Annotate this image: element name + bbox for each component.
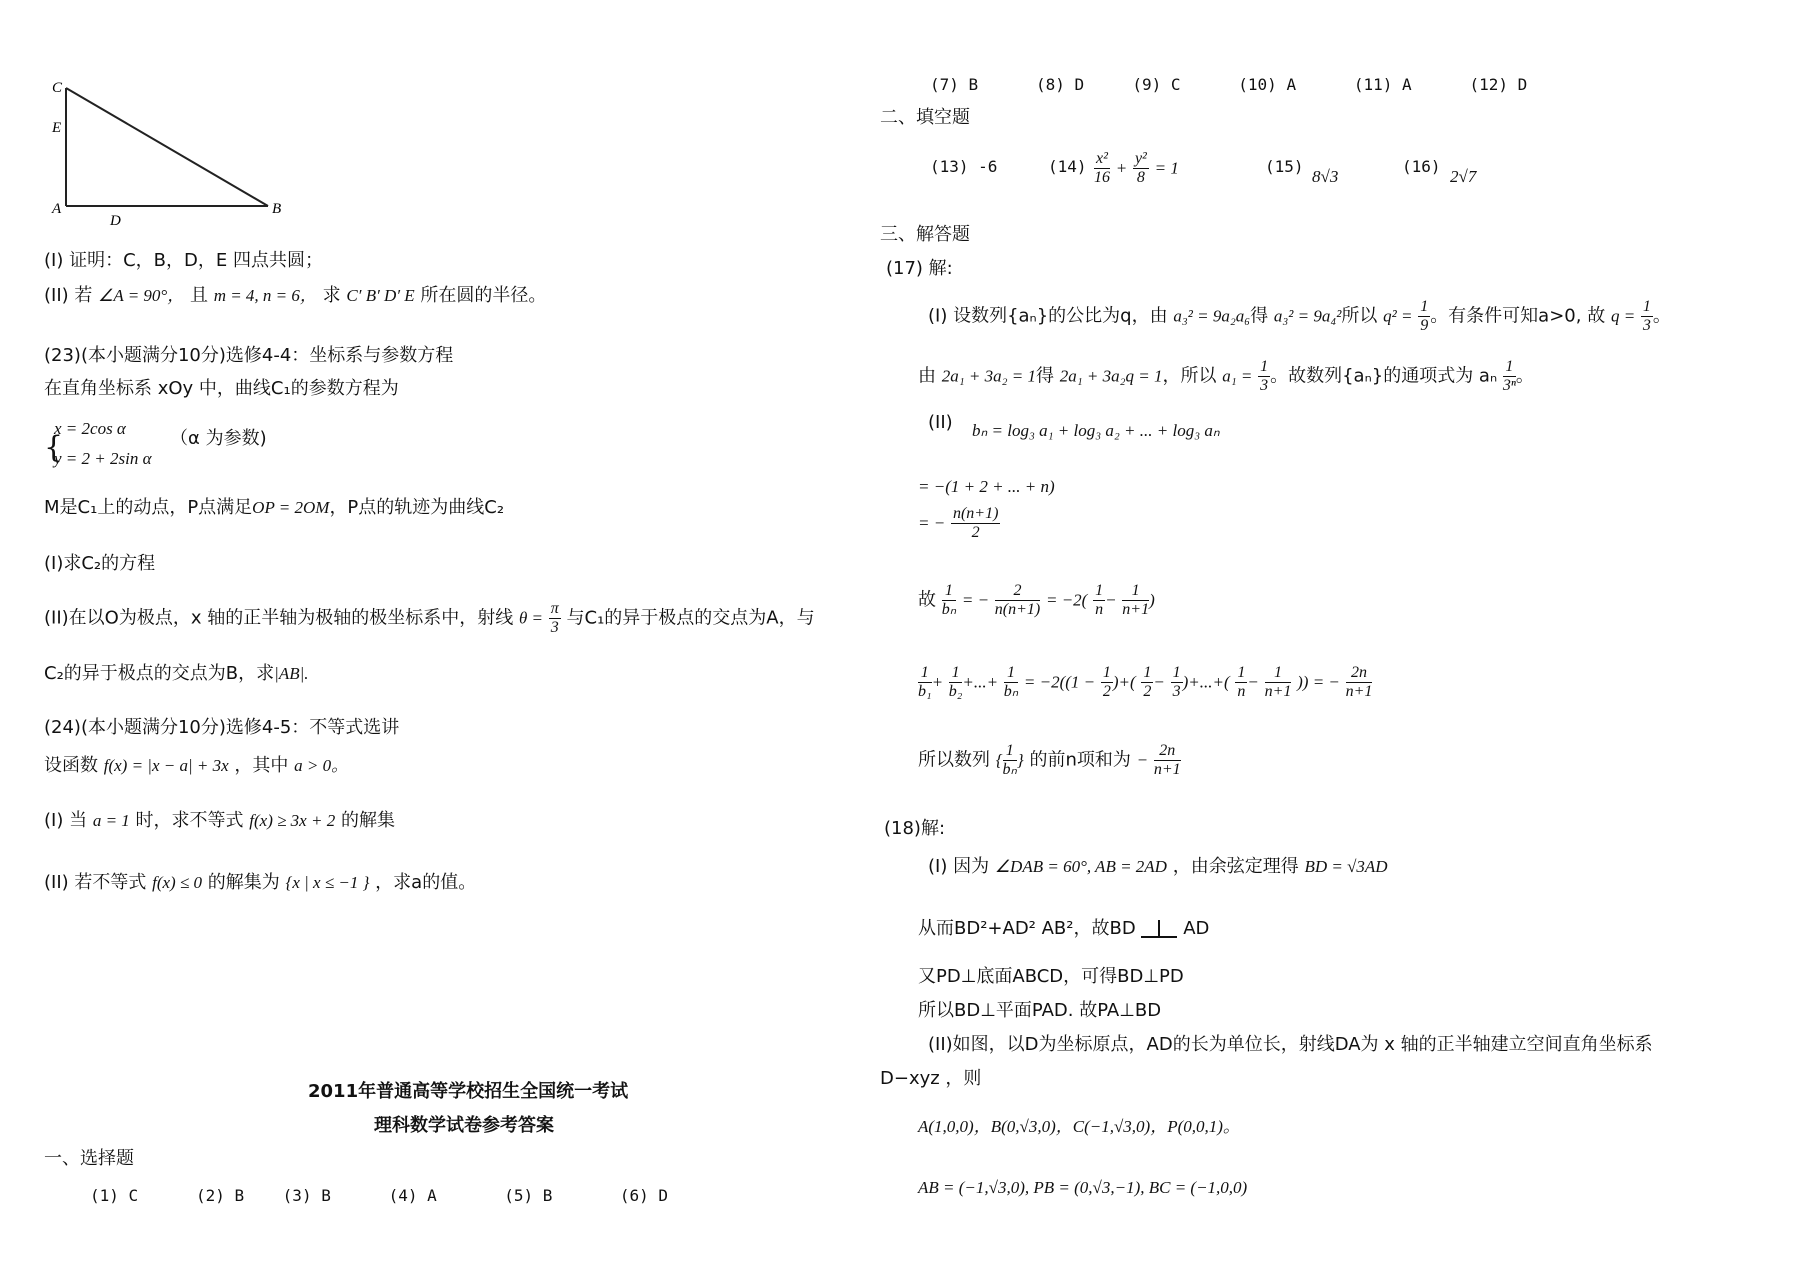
q17-line2: 由 2a₁ + 3a₂ = 1得 2a₁ + 3a₂q = 1，所以 a₁ = $\frac{1}{3}$ 。故数列{aₙ}的通项式为 aₙ $\frac{1}{\text{3ⁿ}}$ 。 [918,358,1534,394]
q23-part2: (II)在以O为极点，x 轴的正半轴为极轴的极坐标系中，射线 θ = $\frac{\pi}{3}$ 与C₁的异于极点的交点为A，与 [44,600,815,636]
q23-eq1: x = 2cos α [54,419,126,438]
q17-head: (17) 解: [886,258,953,279]
q17-part2-eq: bₙ = log₃ a₁ + log₃ a₂ + ... + log₃ aₙ [972,421,1220,440]
figure-label-c: C [52,80,63,96]
q17-part2-line2: = − $\frac{n(n+1)}{2}$ [918,505,999,541]
q24-part1: (I) 当 a = 1 时，求不等式 f(x) ≥ 3x + 2 的解集 [44,810,395,831]
q18-vectors: AB = (−1,√3,0), PB = (0,√3,−1), BC = (−1,0,0) [918,1178,1248,1197]
fill-15-label: (15) [1265,157,1304,176]
q18-part2-cont: D−xyz ，则 [880,1068,982,1089]
q22-part2: (II) 若 ∠A = 90°， 且 m = 4, n = 6， 求 C′ B′ D′ E 所在圆的半径。 [44,285,547,306]
q18-points: A(1,0,0)，B(0,√3,0)，C(−1,√3,0)，P(0,0,1)。 [918,1117,1240,1136]
section-choice: 一、选择题 [44,1148,134,1169]
q24-title: (24)(本小题满分10分)选修4-5：不等式选讲 [44,717,400,738]
figure-label-b: B [272,201,282,217]
choice-answers-1: (1) C (2) B (3) B (4) A (5) B (6) D [90,1186,669,1205]
fill-14-eq: $\frac{\text{x²}}{16}$ + $\frac{\text{y²}}{8}$ = 1 [1094,150,1179,186]
choice-answers-2: (7) B (8) D (9) C (10) A (11) A (12) D [930,75,1528,94]
q23-param: （α 为参数) [170,428,267,449]
section-solve: 三、解答题 [880,224,970,245]
figure-label-e: E [52,120,62,136]
q17-sum: $\frac{1}{\text{b₁}}$ + $\frac{1}{\text{b₂}}$ +...+ $\frac{1}{\text{bₙ}}$ = −2((1 − $\frac{1}{2}$ )+( $\frac{1}{2}$ − $\frac{1}{3}$ )+...+( $\frac{1}{n}$ − $\frac{1}{n+1}$ )) = − $\frac{2n}{n+1}$ [918,664,1373,700]
q23-m: M是C₁上的动点，P点满足OP = 2OM，P点的轨迹为曲线C₂ [44,497,505,518]
triangle-figure [40,70,300,230]
section-fill: 二、填空题 [880,107,970,128]
fill-16-value: 2√7 [1450,167,1477,186]
q18-part2: (II)如图，以D为坐标原点，AD的长为单位长，射线DA为 x 轴的正半轴建立空间直角坐标系 [928,1034,1653,1055]
q24-part2: (II) 若不等式 f(x) ≤ 0 的解集为 {x | x ≤ −1 } ，求a的值。 [44,872,477,893]
q24-intro: 设函数 f(x) = |x − a| + 3x ，其中 a > 0。 [44,755,349,776]
q17-part2-label: (II) [928,412,953,433]
figure-label-d: D [110,213,121,229]
figure-label-a: A [52,201,62,217]
brace-icon: { [44,430,64,465]
q23-title: (23)(本小题满分10分)选修4-4：坐标系与参数方程 [44,345,454,366]
perpendicular-icon [1141,920,1177,938]
q23-eq2: y = 2 + 2sin α [54,449,152,468]
q17-part2-line1: = −(1 + 2 + ... + n) [918,477,1055,496]
fill-14-label: (14) [1048,157,1087,176]
fill-16-label: (16) [1402,157,1441,176]
q17-gu: 故 $\frac{1}{\text{bₙ}}$ = − $\frac{2}{n(n+1)}$ = −2( $\frac{1}{n}$ − $\frac{1}{n+1}$ ) [918,582,1155,618]
answer-subtitle: 理科数学试卷参考答案 [374,1115,554,1136]
q23-intro: 在直角坐标系 xOy 中，曲线C₁的参数方程为 [44,378,399,399]
q18-head: (18)解: [884,818,946,839]
q23-part2-cont: C₂的异于极点的交点为B，求|AB|. [44,663,309,684]
fill-15-value: 8√3 [1312,167,1339,186]
q18-part1: (I) 因为 ∠DAB = 60°, AB = 2AD ，由余弦定理得 BD = √3AD [928,856,1388,877]
answer-title: 2011年普通高等学校招生全国统一考试 [308,1081,629,1102]
q18-line2: 从而BD²+AD² AB²，故BD AD [918,918,1210,939]
q17-conclusion: 所以数列 { $\frac{1}{\text{bₙ}}$ } 的前n项和为 − $\frac{2n}{n+1}$ [918,742,1181,778]
q22-part1: (I) 证明：C，B，D，E 四点共圆； [44,250,323,271]
q18-line3: 又PD⊥底面ABCD，可得BD⊥PD [918,966,1184,987]
fill-13: (13) -6 [930,157,998,176]
q23-part1: (I)求C₂的方程 [44,553,156,574]
q17-part1: (I) 设数列{aₙ}的公比为q，由 a₃² = 9a₂a₆得 a₃² = 9a₄²所以 q² = $\frac{1}{9}$ 。有条件可知a>0, 故 q = $\frac{1}{3}$ 。 [928,298,1671,334]
q18-line4: 所以BD⊥平面PAD. 故PA⊥BD [918,1000,1162,1021]
